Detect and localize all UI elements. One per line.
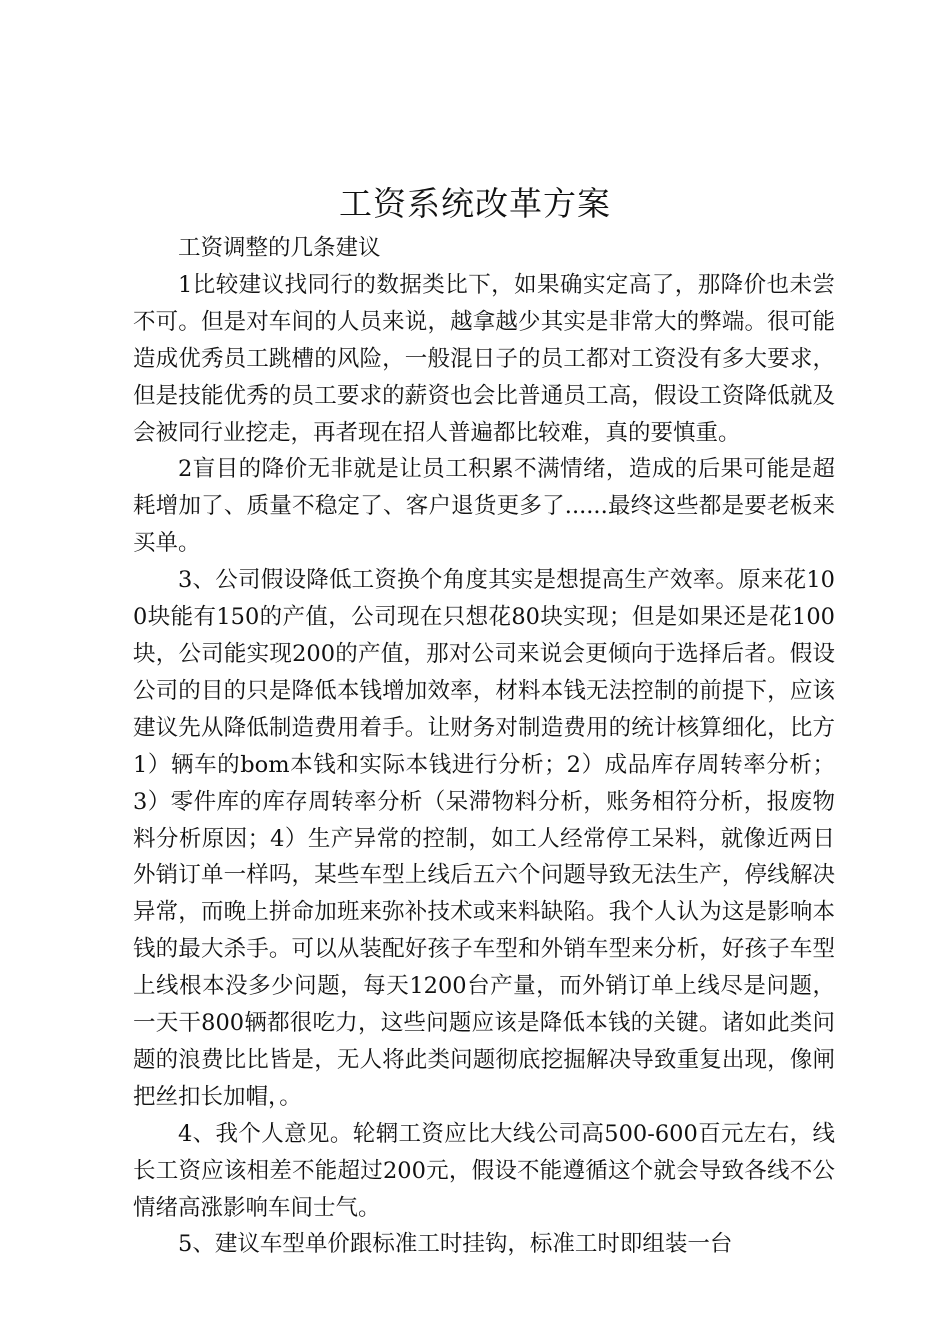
document-body [133, 230, 835, 1263]
paragraph-heading: 工资调整的几条建议 [178, 235, 381, 261]
paragraph-2: 2盲目的降价无非就是让员工积累不满情绪，造成的后果可能是超耗增加了、质量不稳定了、客户退货更多了......最终这些都是要老板来买单。 [133, 456, 835, 557]
paragraph-4: 4、我个人意见。轮辋工资应比大线公司高500-600百元左右，线长工资应该相差不能超过200元，假设不能遵循这个就会导致各线不公情绪高涨影响车间士气。 [133, 1120, 835, 1221]
paragraph-1: 1比较建议找同行的数据类比下，如果确实定高了，那降价也未尝不可。但是对车间的人员来说，越拿越少其实是非常大的弊端。很可能造成优秀员工跳槽的风险，一般混日子的员工都对工资没有多大要求，但是技能优秀的员工要求的薪资也会比普通员工高，假设工资降低就及会被同行业挖走，再者现在招人普遍都比较难，真的要慎重。 [133, 271, 835, 446]
paragraph-5: 5、建议车型单价跟标准工时挂钩，标准工时即组装一台 [178, 1231, 733, 1258]
paragraph-3: 3、公司假设降低工资换个角度其实是想提高生产效率。原来花100块能有150的产值，公司现在只想花80块实现；但是如果还是花100块，公司能实现200的产值，那对公司来说会更倾向于选择后者。假设公司的目的只是降低本钱增加效率，材料本钱无法控制的前提下，应该建议先从降低制造费用着手。让财务对制造费用的统计核算细化，比方1）辆车的bom本钱和实际本钱进行分析；2）成品库存周转率分析；3）零件库的库存周转率分析（呆滞物料分析，账务相符分析，报废物料分析原因；4）生产异常的控制，如工人经常停工呆料，就像近两日外销订单一样吗，某些车型上线后五六个问题导致无法生产，停线解决异常，而晚上拼命加班来弥补技术或来料缺陷。我个人认为这是影响本钱的最大杀手。可以从装配好孩子车型和外销车型来分析，好孩子车型上线根本没多少问题，每天1200台产量，而外销订单上线尽是问题，一天干800辆都很吃力，这些问题应该是降低本钱的关键。诸如此类问题的浪费比比皆是，无人将此类问题彻底挖掘解决导致重复出现，像闸把丝扣长加帽，。 [133, 567, 835, 1110]
document-title: 工资系统改革方案 [339, 184, 611, 223]
